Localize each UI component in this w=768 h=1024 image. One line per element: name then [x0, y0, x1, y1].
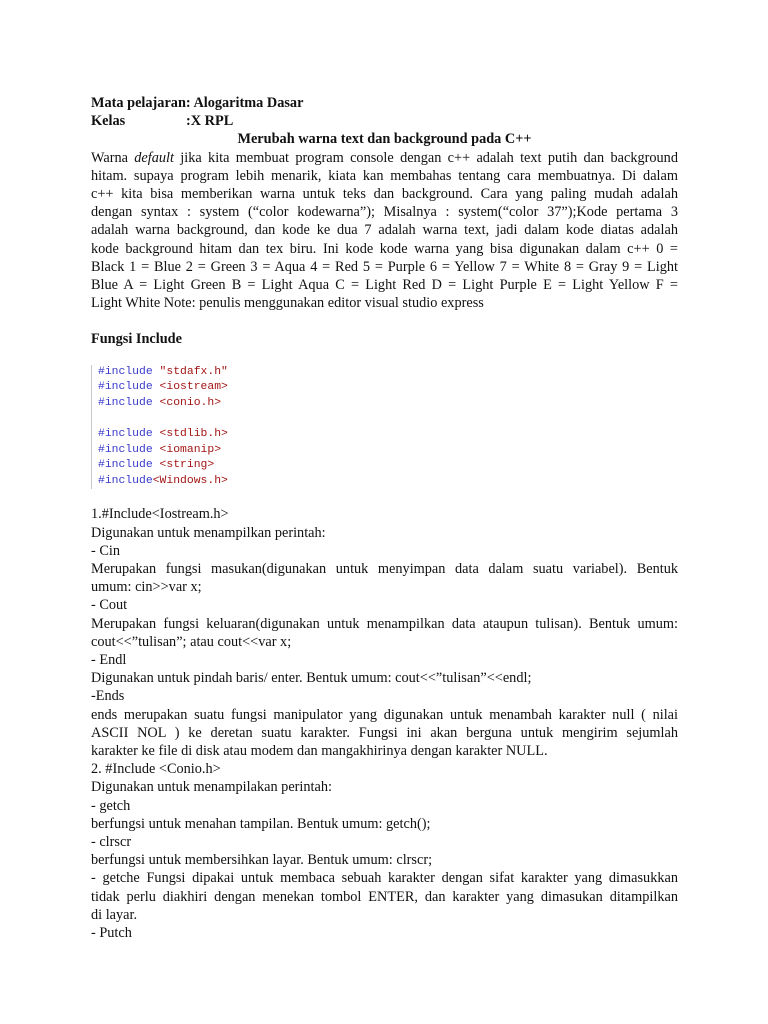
- code-argument: <stdlib.h>: [159, 428, 228, 441]
- intro-emphasis: default: [134, 149, 174, 166]
- code-line: [98, 380, 258, 396]
- body-line: - Endl: [91, 652, 127, 669]
- class-line: [91, 112, 678, 130]
- body-line: umum: cin>>var x;: [91, 579, 202, 596]
- code-keyword: #include: [98, 381, 153, 394]
- body-line: 2. #Include <Conio.h>: [91, 761, 221, 778]
- code-keyword: #include: [98, 474, 153, 487]
- intro-paragraph: [91, 149, 678, 313]
- body-line: Merupakan fungsi masukan(digunakan untuk menyimpan data dalam suatu variabel). Bentuk: [91, 561, 678, 577]
- code-line: [98, 365, 258, 381]
- body-line: ASCII NOL ) ke deretan suatu karakter. Fungsi ini akan berguna untuk mengirim sejumlah: [91, 724, 678, 741]
- intro-line: Light White Note: penulis menggunakan editor visual studio express: [91, 295, 484, 312]
- intro-line: Blue A = Light Green B = Light Aqua C = Light Red D = Light Purple E = Light Yellow F =: [91, 277, 678, 294]
- code-space: [153, 459, 160, 471]
- code-line: [98, 443, 258, 459]
- body-line: karakter ke file di disk atau modem dan mangakhirinya dengan karakter NULL.: [91, 743, 548, 760]
- code-keyword: #include: [98, 428, 153, 441]
- body-line: Digunakan untuk menampilkan perintah:: [91, 524, 326, 541]
- body-line: 1.#Include<Iostream.h>: [91, 506, 229, 523]
- class-label: Kelas: [91, 113, 126, 130]
- code-line: [98, 474, 258, 490]
- intro-line: dengan syntax : system (“color kodewarna”); Misalnya : system(“color 37”);Kode pertama 3: [91, 204, 678, 221]
- body-line: cout<<”tulisan”; atau cout<<var x;: [91, 633, 292, 650]
- spacer: [91, 312, 678, 330]
- body-line: ends merupakan suatu fungsi manipulator yang digunakan untuk menambah karakter null ( nilai: [91, 706, 678, 723]
- code-argument: <iostream>: [159, 381, 228, 394]
- code-space: [153, 381, 160, 393]
- intro-text: Warna: [91, 149, 135, 166]
- code-space: [153, 444, 160, 456]
- body-line: - Cin: [91, 542, 120, 559]
- code-line: [98, 458, 258, 474]
- code-space: [153, 366, 160, 378]
- body-line: - Cout: [91, 597, 128, 614]
- body-line: Merupakan fungsi keluaran(digunakan untuk menampilkan data ataupun tulisan). Bentuk umum:: [91, 615, 678, 632]
- code-argument: "stdafx.h": [159, 365, 228, 378]
- code-argument: <iomanip>: [159, 443, 222, 456]
- class-value: :X RPL: [186, 113, 234, 130]
- code-keyword: #include: [98, 443, 153, 456]
- code-argument: <string>: [159, 459, 215, 472]
- document-title: Merubah warna text dan background pada C++: [237, 131, 532, 148]
- intro-line: hitam. supaya program lebih menarik, kiata kan membahas tentang cara membuatnya. Di dalam: [91, 167, 678, 184]
- intro-line: kode background hitam dan tex biru. Ini kode kode warna yang bisa digunakan dalam c++ 0 =: [91, 240, 678, 257]
- intro-line: c++ kita bisa memberikan warna untuk teks dan background. Cara yang paling mudah adalah: [91, 186, 678, 203]
- body-line: berfungsi untuk membersihkan layar. Bentuk umum: clrscr;: [91, 852, 433, 869]
- body-line: - clrscr: [91, 834, 132, 851]
- code-keyword: #include: [98, 459, 153, 472]
- code-space: [153, 428, 160, 440]
- body-line: tidak perlu diakhiri dengan menekan tombol ENTER, dan karakter yang dimasukan ditampilkan: [91, 888, 678, 905]
- intro-line: [91, 149, 678, 167]
- body-line: - getche Fungsi dipakai untuk membaca sebuah karakter dengan sifat karakter yang dimasukkan: [91, 870, 678, 887]
- intro-line: Black 1 = Blue 2 = Green 3 = Aqua 4 = Red 5 = Purple 6 = Yellow 7 = White 8 = Gray 9 = Light: [91, 258, 678, 275]
- subject-line: Mata pelajaran: Alogaritma Dasar: [91, 95, 304, 111]
- code-argument: <conio.h>: [159, 396, 222, 409]
- document-content: [91, 94, 678, 942]
- code-screenshot: [91, 365, 258, 490]
- body-text: [91, 505, 678, 942]
- code-line: [98, 427, 258, 443]
- code-line: [98, 396, 258, 412]
- body-line: -Ends: [91, 688, 125, 705]
- code-line-blank: [98, 411, 258, 427]
- intro-line: adalah warna background, dan kode ke dua 7 adalah warna text, jadi dalam kode diatas adalah: [91, 222, 678, 239]
- body-line: Digunakan untuk pindah baris/ enter. Bentuk umum: cout<<”tulisan”<<endl;: [91, 670, 532, 687]
- body-line: - Putch: [91, 925, 132, 942]
- code-space: [153, 397, 160, 409]
- intro-text: jika kita membuat program console dengan c++ adalah text putih dan background: [173, 149, 678, 166]
- body-line: Digunakan untuk menampilakan perintah:: [91, 779, 332, 796]
- body-line: di layar.: [91, 906, 138, 923]
- body-line: berfungsi untuk menahan tampilan. Bentuk umum: getch();: [91, 815, 431, 832]
- section-heading: Fungsi Include: [91, 331, 182, 348]
- code-keyword: #include: [98, 365, 153, 378]
- code-keyword: #include: [98, 396, 153, 409]
- body-line: - getch: [91, 797, 131, 814]
- code-argument: <Windows.h>: [152, 474, 228, 487]
